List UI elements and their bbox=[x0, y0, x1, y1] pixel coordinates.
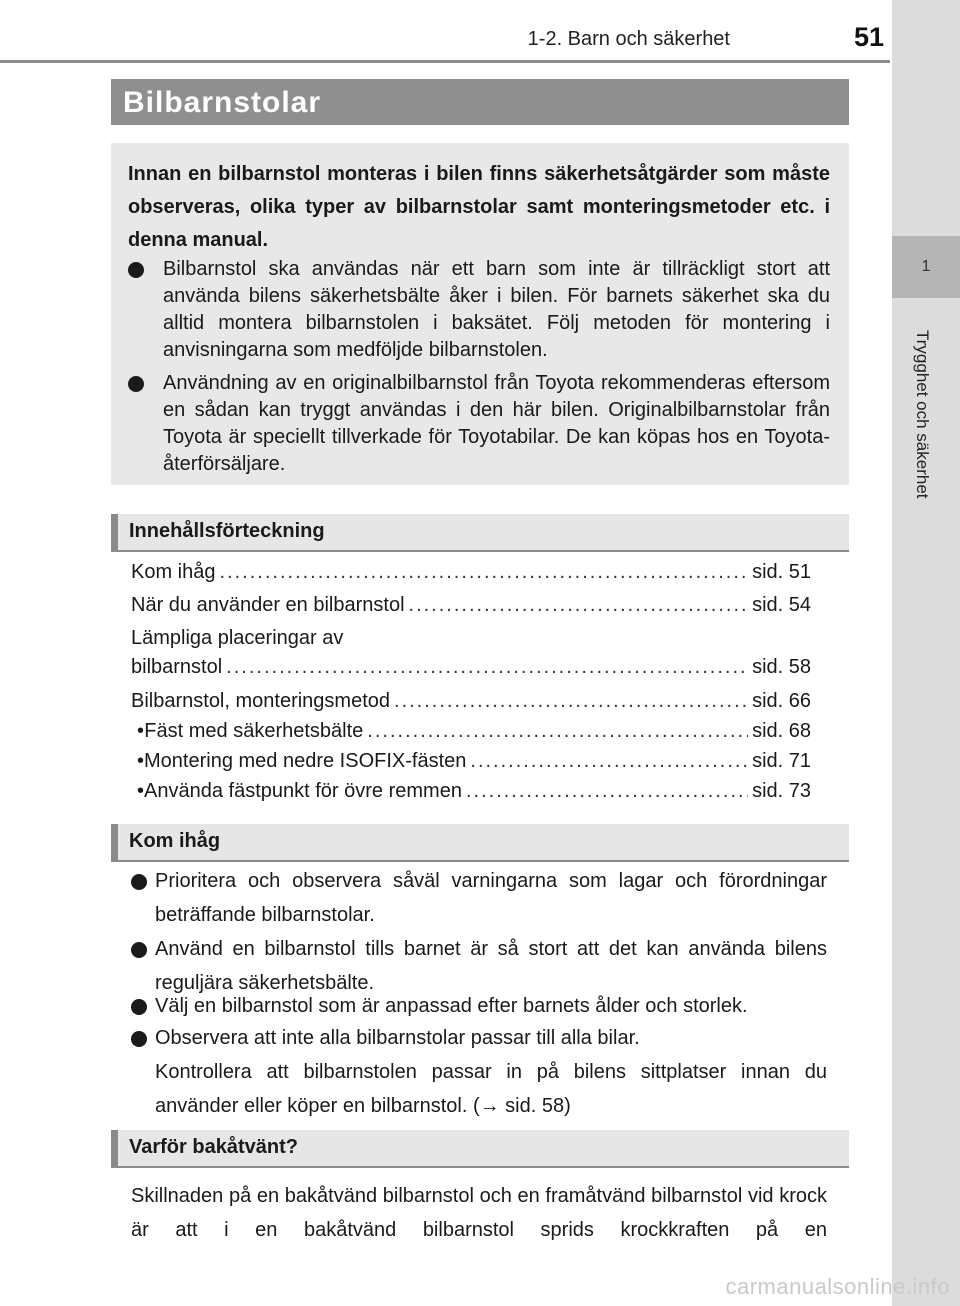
toc-entry[interactable] bbox=[131, 627, 811, 653]
remember-bullet bbox=[131, 989, 827, 1023]
toc-entry-label: Lämpliga placeringar av bbox=[131, 627, 344, 649]
remember-bullet-text: Prioritera och observera såväl varningarna som lagar och förordningar beträffande bilbarnstolar. bbox=[155, 870, 827, 926]
toc-entry-page: sid. 58 bbox=[752, 656, 811, 678]
remember-bullet bbox=[131, 1021, 827, 1123]
remember-bullet bbox=[131, 864, 827, 932]
toc-subentry[interactable] bbox=[131, 720, 811, 746]
toc-leader-dots bbox=[466, 780, 748, 803]
section-accent bbox=[111, 1130, 118, 1166]
toc-leader-dots bbox=[394, 690, 748, 713]
section-header-remember bbox=[111, 824, 849, 862]
toc-entry-page: sid. 51 bbox=[752, 561, 811, 583]
bullet-dot-icon bbox=[131, 874, 147, 890]
sub-bullet-icon: • bbox=[137, 750, 145, 772]
watermark: carmanualsonline.info bbox=[725, 1274, 950, 1299]
toc-leader-dots bbox=[226, 656, 748, 679]
bullet-dot-icon bbox=[128, 376, 144, 392]
section-header-toc bbox=[111, 514, 849, 552]
sub-bullet-icon: • bbox=[137, 720, 145, 742]
toc-entry-label: Använda fästpunkt för övre remmen bbox=[144, 780, 462, 802]
rear-facing-paragraph: Skillnaden på en bakåtvänd bilbarnstol och en framåtvänd bilbarnstol vid krock är att i en bakåtvänd bilbarnstol sprids krockkraften på en bbox=[131, 1185, 827, 1241]
toc-entry-label: Montering med nedre ISOFIX-fästen bbox=[144, 750, 467, 772]
bullet-dot-icon bbox=[128, 262, 144, 278]
header-divider bbox=[0, 60, 890, 63]
page-header bbox=[0, 0, 890, 60]
toc-leader-dots bbox=[409, 594, 749, 617]
toc-leader-dots bbox=[220, 561, 749, 584]
page-title: Bilbarnstolar bbox=[123, 86, 322, 119]
remember-continuation-text: Kontrollera att bilbarnstolen passar in på bilens sittplatser innan du använder eller köper en bilbarnstol. (→ sid. 58) bbox=[155, 1061, 827, 1117]
toc-entry-label: När du använder en bilbarnstol bbox=[131, 594, 405, 616]
bullet-dot-icon bbox=[131, 942, 147, 958]
section-header-rear-facing bbox=[111, 1130, 849, 1168]
toc-leader-dots bbox=[470, 750, 748, 773]
toc-entry-page: sid. 71 bbox=[752, 750, 811, 772]
bullet-dot-icon bbox=[131, 1031, 147, 1047]
toc-entry-label: bilbarnstol bbox=[131, 656, 223, 678]
toc-subentry[interactable] bbox=[131, 750, 811, 776]
toc-entry-page: sid. 68 bbox=[752, 720, 811, 742]
toc-entry[interactable] bbox=[131, 594, 811, 620]
remember-bullet-text: Välj en bilbarnstol som är anpassad efter barnets ålder och storlek. bbox=[155, 995, 748, 1017]
section-accent bbox=[111, 514, 118, 550]
chapter-number: 1 bbox=[921, 258, 931, 275]
chapter-sidebar bbox=[892, 0, 960, 1306]
bullet-dot-icon bbox=[131, 999, 147, 1015]
title-banner bbox=[111, 79, 849, 125]
section-title: Kom ihåg bbox=[129, 830, 221, 852]
toc-leader-dots bbox=[367, 720, 748, 743]
toc-entry[interactable] bbox=[131, 690, 811, 716]
page-number: 51 bbox=[853, 22, 884, 52]
section-title: Varför bakåtvänt? bbox=[129, 1136, 298, 1158]
intro-bullet-text: Användning av en originalbilbarnstol från Toyota rekommenderas eftersom en sådan kan tryggt användas i den här bilen. Originalbilbarnstolar från Toyota är speciellt tillverkade för Toyotabilar. De kan köpas hos en Toyota-återförsäljare. bbox=[163, 372, 830, 475]
chapter-title: Trygghet och säkerhet bbox=[913, 330, 932, 499]
intro-bullet bbox=[128, 256, 830, 364]
remember-bullet-text: Använd en bilbarnstol tills barnet är så stort att det kan använda bilens reguljära säkerhetsbälte. bbox=[155, 938, 827, 994]
intro-lead-text: Innan en bilbarnstol monteras i bilen finns säkerhetsåtgärder som måste observeras, olika typer av bilbarnstolar samt monteringsmetoder etc. i denna manual. bbox=[128, 163, 830, 251]
intro-bullet-text: Bilbarnstol ska användas när ett barn som inte är tillräckligt stort att använda bilens säkerhetsbälte åker i bilen. För barnets säkerhet ska du alltid montera bilbarnstolen i baksätet. Följ metoden för montering i anvisningarna som medföljde bilbarnstolen. bbox=[163, 258, 830, 361]
section-accent bbox=[111, 824, 118, 860]
toc-entry-page: sid. 66 bbox=[752, 690, 811, 712]
intro-box bbox=[111, 143, 849, 485]
section-title: Innehållsförteckning bbox=[129, 520, 325, 542]
header-section-title: 1-2. Barn och säkerhet bbox=[527, 28, 730, 50]
intro-bullet bbox=[128, 370, 830, 478]
sub-bullet-icon: • bbox=[137, 780, 145, 802]
toc-entry-page: sid. 54 bbox=[752, 594, 811, 616]
toc-entry[interactable] bbox=[131, 561, 811, 587]
toc-entry-label: Kom ihåg bbox=[131, 561, 216, 583]
remember-bullet-text: Observera att inte alla bilbarnstolar passar till alla bilar. bbox=[155, 1027, 640, 1049]
toc-entry-page: sid. 73 bbox=[752, 780, 811, 802]
toc-entry[interactable] bbox=[131, 656, 811, 682]
toc-entry-label: Bilbarnstol, monteringsmetod bbox=[131, 690, 391, 712]
toc-entry-label: Fäst med säkerhetsbälte bbox=[144, 720, 364, 742]
toc-subentry[interactable] bbox=[131, 780, 811, 806]
